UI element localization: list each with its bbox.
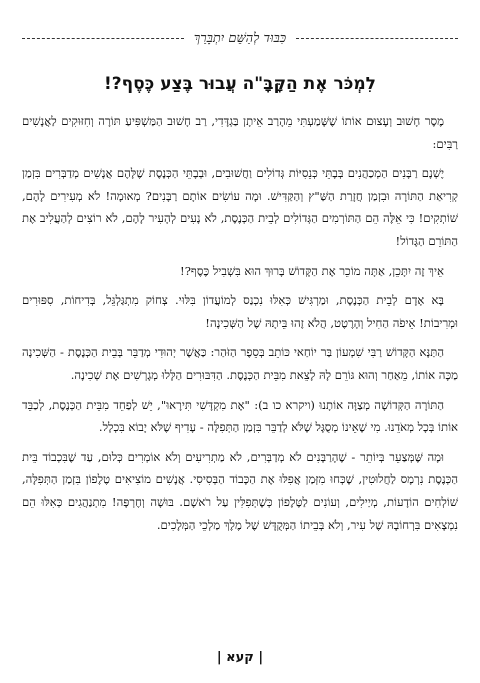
paragraph: יֶשְׁנָם רַבָּנִים הַמְכַהֲנִים בְּבָתֵּי כְּנֵסִיּוֹת גְּדוֹלִים וַחֲשׁוּבִים, וּבְבָתֵּי הַכְּנֶסֶת שֶׁלָּהֶם אֲנָשִׁים מְדַבְּרִים בִּזְמַן קְרִיאַת הַתּוֹרָה וּבִזְמַן חֲזָרַת הַשַּׁ"ץ וְהַקַּדִּישׁ. וּמָה עוֹשִׂים אוֹתָם רַבָּנִים? מְאוּמָה! לֹא מְעִירִים לָהֶם, שׁוֹתְקִים! כִּי אֵלֶּה הֵם הַתּוֹרְמִים הַגְּדוֹלִים לְבֵית הַכְּנֶסֶת, לֹא נָעִים לְהָעִיר לָהֶם, לֹא רוֹצִים לְהַעֲלִיב אֶת הַתּוֹרֵם הַגָּדוֹל!	[22, 166, 458, 248]
paragraph: אֵיךְ זֶה יִתָּכֵן, אַתָּה מוֹכֵר אֶת הַקָּדוֹשׁ בָּרוּךְ הוּא בִּשְׁבִיל כֶּסֶף?!	[180, 263, 444, 278]
page-number: | קעא |	[216, 650, 264, 665]
paragraph: וּמָה שֶּׁמְּצַעֵר בְּיוֹתֵר - שֶׁהָרַבָּנִים לֹא מְדַבְּרִים, לֹא מַתְרִיעִים וְלֹא אוֹמְרִים כְּלוּם, עַד שֶׁבִּכְבוֹד בֵּית הַכְּנֶסֶת נִרְמָס לַחֲלוּטִין, שֶׁכְּחוּ מִזְּמַן אֲפִלּוּ אֶת הַכָּבוֹד הַבְּסִיסִי. אֲנָשִׁים מוֹצִיאִים טֶלֶפוֹן בִּזְמַן הַתְּפִלָּה, שׁוֹלְחִים הוֹדָעוֹת, מְיַילִים, וְעוֹנִים לַטֶּלֶפוֹן כְּשֶׁתְּפִלִּין עַל רֹאשָׁם. בּוּשָׁה וְחֶרְפָּה! מִתְנַהֲגִים כְּאִלּוּ הֵם נִמְצָאִים בִּרְחוֹבָהּ שֶׁל עִיר, וְלֹא בְּבֵיתוֹ הַמְּקֻדָּשׁ שֶׁל מֶלֶךְ מַלְכֵי הַמְּלָכִים.	[22, 449, 458, 532]
header-rule-left	[22, 38, 184, 39]
running-head-title: כִּבּוּד לְהַשֵּׁם יִתְבָּרַךְ	[193, 31, 287, 46]
running-head	[22, 30, 458, 46]
article-body	[22, 110, 458, 543]
paragraph: הַתַּנָּא הַקָּדוֹשׁ רַבִּי שִׁמְעוֹן בַּר יוֹחַאי כּוֹתֵב בְּסֵפֶר הַזֹּהַר: כַּאֲשֶׁר יְהוּדִי מְדַבֵּר בְּבֵית הַכְּנֶסֶת - הַשְּׁכִינָה מַכָּה אוֹתוֹ, מֵאַחַר וְהוּא גּוֹרֵם לָהּ לָצֵאת מִבֵּית הַכְּנֶסֶת. הַדִּבּוּרִים הַלָּלוּ מְגָרְשִׁים אֶת שְׁכִינָה.	[22, 345, 458, 382]
paragraph: בָּא אָדָם לְבֵית הַכְּנֶסֶת, וּמַרְגִּישׁ כְּאִלּוּ נִכְנַס לְמוֹעֲדוֹן בִּלּוּי. צְחוֹק מִתְגַּלְגֵּל, בְּדִיחוֹת, סִפּוּרִים וּמְרִיבוֹת! אֵיפֹה הַחִיל וְהָרֶטֶט, הֲלֹא זֶהוּ בֵּיתָהּ שֶׁל הַשְּׁכִינָה!	[22, 293, 458, 330]
paragraph: הַתּוֹרָה הַקְּדוֹשָׁה מְצַוָּה אוֹתָנוּ (ויקרא כו ב): "אֶת מִקְדָּשִׁי תִּירָאוּ", יֵשׁ לְפַחֵד מִבֵּית הַכְּנֶסֶת, לְכַבֵּד אוֹתוֹ בְּכָל מְאֹדֵנוּ. מִי שֶׁאֵינוֹ מְסֻגָּל שֶׁלֹּא לְדַבֵּר בִּזְמַן הַתְּפִלָּה - עָדִיף שֶׁלֹּא יָבוֹא בִּכְלָל.	[22, 397, 458, 435]
article-title: לִמְכֹּר אֶת הַקָּבָּ"ה עֲבוּר בֶּצַע כֶּסֶף?!	[104, 74, 376, 94]
header-rule-right	[296, 38, 458, 39]
paragraph: מֶסֶר חָשׁוּב וְעָצוּם אוֹתוֹ שֶׁשָּׁמַעְתִּי מֵהָרַב אֵיתָן בַּגְדָּדִי, רַב חָשׁוּב הַמַּשְׁפִּיעַ תּוֹרָה וְחִזּוּקִים לַאֲנָשִׁים רַבִּים:	[22, 114, 458, 151]
